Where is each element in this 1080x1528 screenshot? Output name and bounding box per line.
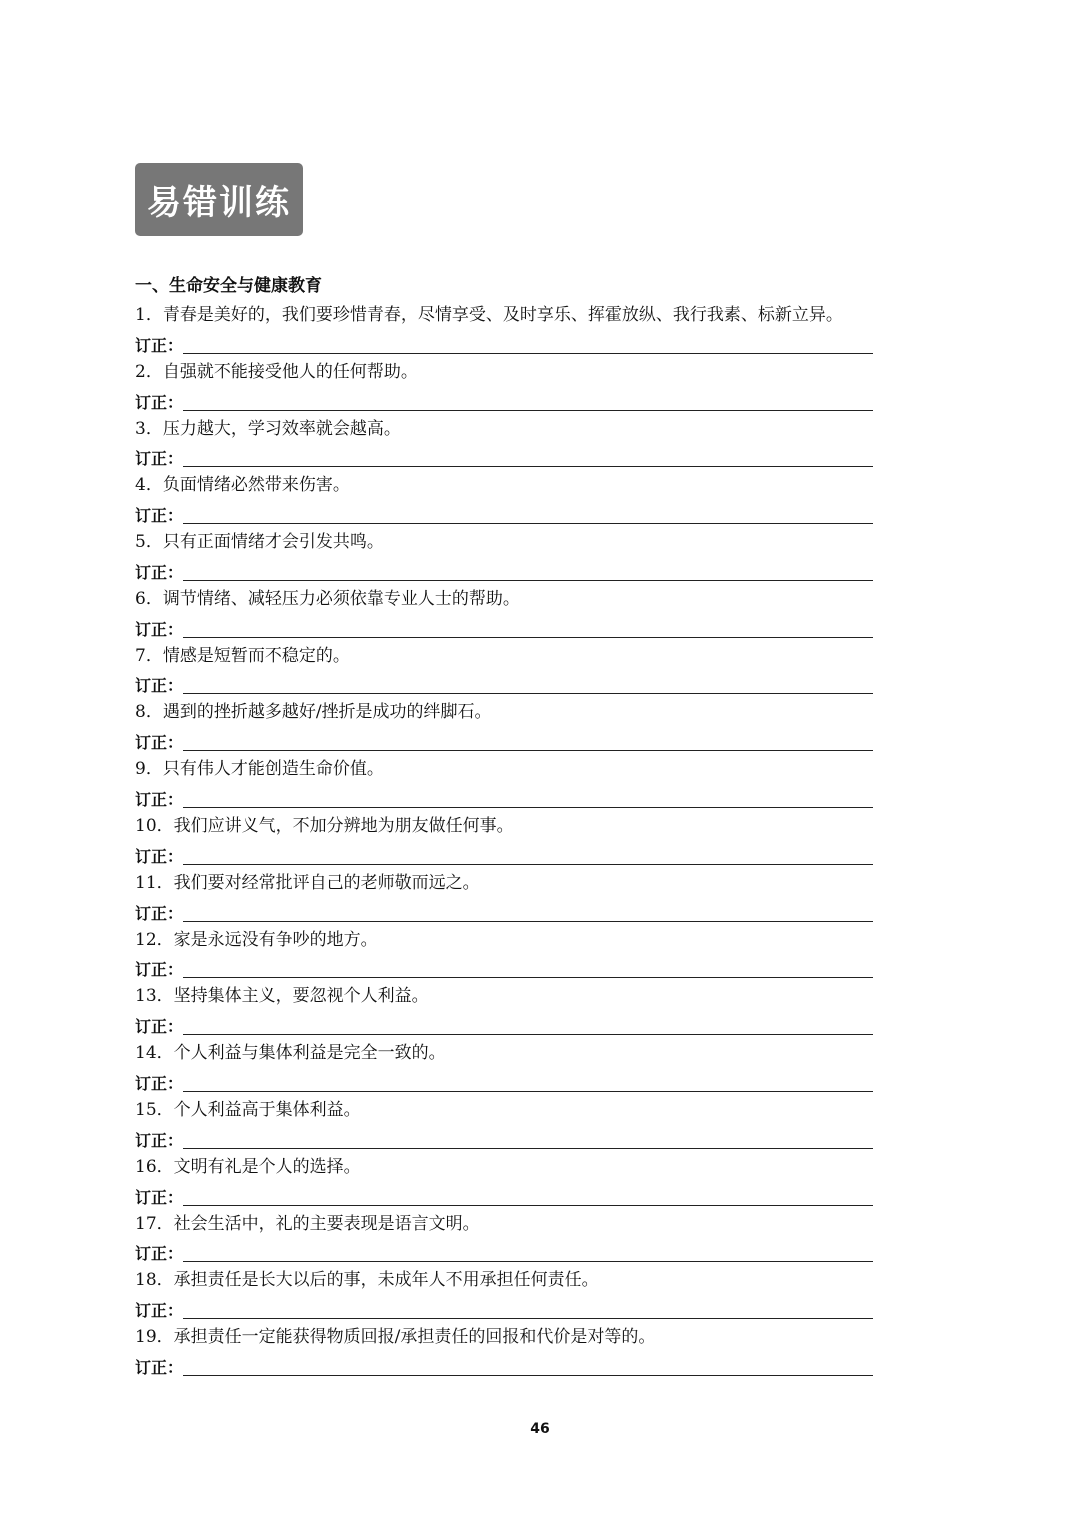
- correction-answer-line[interactable]: [183, 1014, 873, 1035]
- question-text: 青春是美好的，我们要珍惜青春，尽情享受、及时享乐、挥霍放纵、我行我素、标新立异。: [162, 305, 843, 325]
- correction-row: [135, 897, 935, 925]
- correction-row: [135, 727, 935, 755]
- correction-label: 订正：: [135, 1301, 184, 1321]
- correction-row: [135, 670, 935, 698]
- correction-row: [135, 1011, 935, 1039]
- correction-answer-line[interactable]: [183, 844, 873, 865]
- correction-answer-line[interactable]: [183, 787, 873, 808]
- exercise-list: [135, 272, 935, 1380]
- section-title: 一、生命安全与健康教育: [135, 276, 322, 296]
- correction-answer-line[interactable]: [183, 1071, 873, 1092]
- question-number: 8．: [135, 702, 163, 723]
- correction-answer-line[interactable]: [183, 957, 873, 978]
- correction-answer-line[interactable]: [183, 1128, 873, 1149]
- question-number: 2．: [135, 361, 163, 382]
- question-item: [135, 1039, 935, 1067]
- question-item: [135, 698, 935, 726]
- correction-row: [135, 443, 935, 471]
- correction-row: [135, 1238, 935, 1266]
- question-text: 调节情绪、减轻压力必须依靠专业人士的帮助。: [162, 588, 520, 609]
- question-number: 19．: [135, 1327, 174, 1348]
- correction-label: 订正：: [135, 449, 184, 469]
- question-item: [135, 1153, 935, 1181]
- question-number: 11．: [135, 872, 174, 893]
- correction-label: 订正：: [135, 1357, 184, 1377]
- correction-label: 订正：: [135, 392, 184, 412]
- correction-answer-line[interactable]: [183, 617, 873, 638]
- correction-answer-line[interactable]: [183, 560, 873, 581]
- question-number: 17．: [135, 1213, 174, 1234]
- question-item: [135, 1210, 935, 1238]
- correction-label: 订正：: [135, 790, 184, 810]
- correction-answer-line[interactable]: [183, 1185, 873, 1206]
- question-number: 4．: [135, 475, 163, 496]
- question-item: [135, 415, 935, 443]
- question-text: 个人利益高于集体利益。: [173, 1099, 361, 1120]
- question-text: 我们应讲义气，不加分辨地为朋友做任何事。: [173, 816, 514, 837]
- correction-answer-line[interactable]: [183, 901, 873, 922]
- correction-answer-line[interactable]: [183, 503, 873, 524]
- correction-label: 订正：: [135, 562, 184, 582]
- question-text: 遇到的挫折越多越好/挫折是成功的绊脚石。: [162, 702, 492, 723]
- question-number: 5．: [135, 532, 163, 553]
- question-text: 承担责任一定能获得物质回报/承担责任的回报和代价是对等的。: [173, 1327, 656, 1348]
- question-item: [135, 1266, 935, 1294]
- question-item: [135, 471, 935, 499]
- question-number: 18．: [135, 1270, 174, 1291]
- question-text: 社会生活中，礼的主要表现是语言文明。: [173, 1213, 480, 1234]
- correction-answer-line[interactable]: [183, 333, 873, 354]
- question-text: 负面情绪必然带来伤害。: [162, 475, 350, 496]
- question-text: 个人利益与集体利益是完全一致的。: [173, 1043, 446, 1064]
- question-number: 7．: [135, 645, 163, 666]
- correction-answer-line[interactable]: [183, 1355, 873, 1376]
- question-number: 16．: [135, 1156, 174, 1177]
- question-item: [135, 585, 935, 613]
- correction-label: 订正：: [135, 960, 184, 980]
- correction-row: [135, 1295, 935, 1323]
- correction-label: 订正：: [135, 1073, 184, 1093]
- correction-answer-line[interactable]: [183, 446, 873, 467]
- correction-answer-line[interactable]: [183, 1241, 873, 1262]
- correction-label: 订正：: [135, 1130, 184, 1150]
- question-item: [135, 926, 935, 954]
- question-item: [135, 755, 935, 783]
- correction-row: [135, 613, 935, 641]
- question-text: 只有正面情绪才会引发共鸣。: [162, 532, 384, 553]
- question-text: 压力越大，学习效率就会越高。: [162, 418, 401, 439]
- question-number: 14．: [135, 1043, 174, 1064]
- question-text: 坚持集体主义，要忽视个人利益。: [173, 986, 429, 1007]
- correction-answer-line[interactable]: [183, 673, 873, 694]
- question-item: [135, 642, 935, 670]
- correction-label: 订正：: [135, 846, 184, 866]
- question-text: 文明有礼是个人的选择。: [173, 1156, 361, 1177]
- question-item: [135, 1096, 935, 1124]
- question-item: [135, 869, 935, 897]
- correction-label: 订正：: [135, 903, 184, 923]
- banner-title: 易错训练: [147, 183, 291, 223]
- question-number: 15．: [135, 1099, 174, 1120]
- question-item: [135, 528, 935, 556]
- question-number: 6．: [135, 588, 163, 609]
- correction-row: [135, 1351, 935, 1379]
- correction-row: [135, 1181, 935, 1209]
- correction-row: [135, 329, 935, 357]
- correction-label: 订正：: [135, 335, 184, 355]
- question-item: [135, 358, 935, 386]
- correction-row: [135, 557, 935, 585]
- correction-answer-line[interactable]: [183, 730, 873, 751]
- page-number: 46: [530, 1421, 550, 1437]
- question-number: 1．: [135, 305, 163, 325]
- section-banner: [135, 163, 303, 236]
- correction-row: [135, 1124, 935, 1152]
- question-number: 13．: [135, 986, 174, 1007]
- correction-row: [135, 500, 935, 528]
- question-number: 10．: [135, 816, 174, 837]
- correction-label: 订正：: [135, 506, 184, 526]
- correction-label: 订正：: [135, 1244, 184, 1264]
- correction-row: [135, 954, 935, 982]
- question-text: 家是永远没有争吵的地方。: [173, 929, 378, 950]
- correction-label: 订正：: [135, 1017, 184, 1037]
- question-text: 承担责任是长大以后的事，未成年人不用承担任何责任。: [173, 1270, 599, 1291]
- question-text: 情感是短暂而不稳定的。: [162, 645, 350, 666]
- question-item: [135, 1323, 935, 1351]
- correction-label: 订正：: [135, 619, 184, 639]
- question-item: [135, 982, 935, 1010]
- correction-answer-line[interactable]: [183, 390, 873, 411]
- question-text: 自强就不能接受他人的任何帮助。: [162, 361, 418, 382]
- correction-row: [135, 840, 935, 868]
- correction-label: 订正：: [135, 1187, 184, 1207]
- question-text: 只有伟人才能创造生命价值。: [162, 759, 384, 780]
- correction-row: [135, 784, 935, 812]
- question-item: [135, 812, 935, 840]
- question-number: 12．: [135, 929, 174, 950]
- question-text: 我们要对经常批评自己的老师敬而远之。: [173, 872, 480, 893]
- correction-row: [135, 386, 935, 414]
- correction-answer-line[interactable]: [183, 1298, 873, 1319]
- correction-label: 订正：: [135, 733, 184, 753]
- question-item: [135, 301, 935, 329]
- question-number: 9．: [135, 759, 163, 780]
- items-container: [135, 301, 935, 1380]
- correction-label: 订正：: [135, 676, 184, 696]
- correction-row: [135, 1068, 935, 1096]
- question-number: 3．: [135, 418, 163, 439]
